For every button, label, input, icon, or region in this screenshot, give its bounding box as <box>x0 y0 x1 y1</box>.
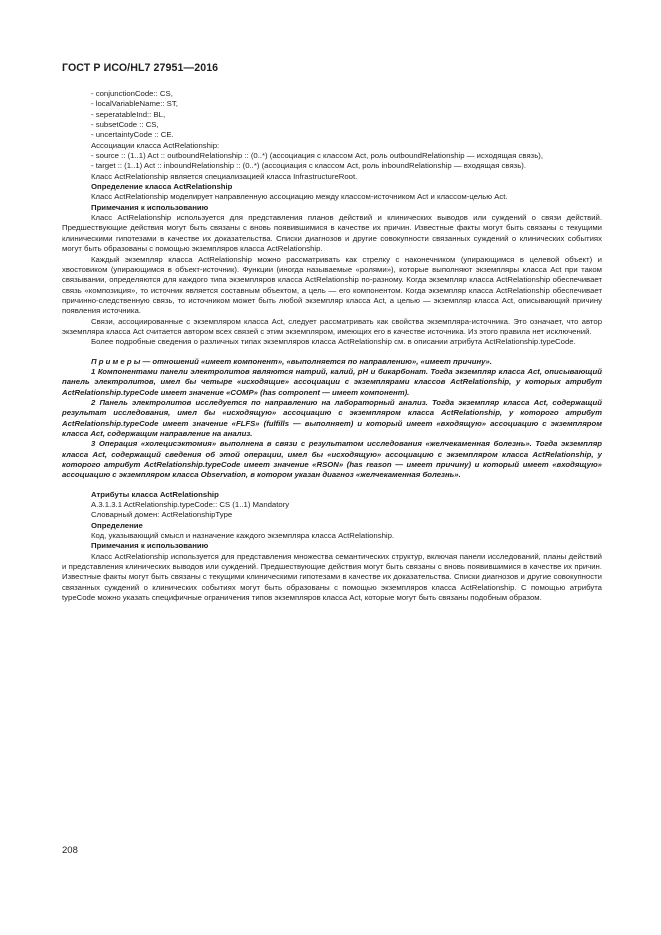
examples-intro <box>62 357 602 367</box>
association-target: - target :: (1..1) Act :: inboundRelationship :: (0..*) (ассоциация с классом Act, роль inboundRelationship — входящая связь). <box>91 161 526 171</box>
list-item: - conjunctionCode:: CS, <box>91 89 173 98</box>
list-item: - localVariableName:: ST, <box>91 99 178 109</box>
definition-heading: Определение класса ActRelationship <box>91 182 233 192</box>
notes-paragraph-1: Класс ActRelationship используется для представления планов действий и клинических выводов или суждений о связи действий. Предшествующие действия могут быть связаны с вновь появившимися в качестве их причин. Известные факты могут быть связаны с текущими клиническими гипотезами в качестве их доказательства. Списки диагнозов и другие совокупности связанных суждений о клинических событиях могут быть образованы с помощью экземпляров класса ActRelationship. <box>62 213 602 254</box>
spacer <box>62 348 602 357</box>
attribute-domain: Словарный домен: ActRelationshipType <box>91 510 233 520</box>
definition-text: Класс ActRelationship моделирует направленную ассоциацию между классом-источником Act и классом-целью Act. <box>91 192 508 202</box>
spacer <box>62 481 602 490</box>
associations-intro: Ассоциации класса ActRelationship: <box>91 140 220 150</box>
page-number: 208 <box>62 845 78 856</box>
list-item: - subsetCode :: CS, <box>91 120 159 130</box>
attribute-notes-heading: Примечания к использованию <box>91 541 209 551</box>
specialization-text: Класс ActRelationship является специализацией класса InfrastructureRoot. <box>91 171 358 181</box>
association-source: - source :: (1..1) Act :: outboundRelationship :: (0..*) (ассоциация с классом Act, роль outboundRelationship — исходящая связь), <box>91 151 543 161</box>
notes-paragraph-2: Каждый экземпляр класса ActRelationship можно рассматривать как стрелку с наконечником (упирающимся в целевой объект) и хвостовиком (упирающимся в объект-источник). Функции (иногда называемые «ролями»), которые выполняют экземпляры класса Act при таком связывании, определяются для каждого типа экземпляров класса ActRelationship по-разному. Когда экземпляр класса ActRelationship обеспечивает связь «композиция», то источник является составным объектом, а цель — его компонентом. Когда экземпляр класса ActRelationship обеспечивает причинно-следственную связь, то источником может быть любой экземпляр класса Act, а целью — экземпляр класса Act, описывающий причину появления источника. <box>62 254 602 316</box>
notes-paragraph-4: Более подробные сведения о различных типах экземпляров класса ActRelationship см. в описании атрибута ActRelationship.typeCode. <box>91 337 576 347</box>
examples-rest: — отношений «имеет компонент», «выполняется по направлению», «имеет причину». <box>140 356 492 366</box>
attribute-notes-text: Класс ActRelationship используется для представления множества семантических структур, включая панели исследований, планы действий и представления клинических выводов или суждений. Предшествующие действия могут быть связаны с вновь появившимися в качестве их причин. Известные факты могут быть связаны с текущими клиническими гипотезами в качестве их доказательства. Списки диагнозов и другие совокупности связанных суждений о клинических событиях могут быть образованы с помощью экземпляров класса ActRelationship. С помощью атрибута typeCode можно указать специфичные ограничения типов экземпляров класса Act, которые могут быть связаны подобным образом. <box>62 551 602 603</box>
attribute-line: A.3.1.3.1 ActRelationship.typeCode:: CS (1..1) Mandatory <box>91 500 290 510</box>
notes-paragraph-3: Связи, ассоциированные с экземпляром класса Act, следует рассматривать как свойства экземпляра-источника. Это означает, что автор экземпляра класса Act считается автором всех связей с этим экземпляром, имеющих его в качестве источника. Из этого правила нет исключений. <box>62 316 602 336</box>
notes-heading: Примечания к использованию <box>91 202 209 212</box>
list-item: - seperatableInd:: BL, <box>91 109 166 119</box>
document-header: ГОСТ Р ИСО/HL7 27951—2016 <box>62 62 219 74</box>
attributes-heading: Атрибуты класса ActRelationship <box>91 489 219 499</box>
examples-lead: П р и м е р ы <box>91 356 141 366</box>
attribute-definition-heading: Определение <box>91 520 143 530</box>
page-content <box>62 89 602 604</box>
example-2: 2 Панель электролитов исследуется по направлению на лабораторный анализ. Тогда экземпляр класса Act, содержащий результат исследования, имел бы «исходящую» ассоциацию с экземпляром класса ActRelationship, у которого атрибут ActRelationship.typeCode имеет значение «FLFS» (fulfills — выполняет) и который имеет «входящую» ассоциацию с экземпляром класса Act, содержащим направление на анализ. <box>62 397 602 438</box>
example-1: 1 Компонентами панели электролитов являются натрий, калий, pH и бикарбонат. Тогда экземпляр класса Act, описывающий панель электролитов, имел бы четыре «исходящие» ассоциации с экземплярами классов ActRelationship, у которых атрибут ActRelationship.typeCode имеет значение «COMP» (has component — имеет компонент). <box>62 366 602 397</box>
attribute-definition-text: Код, указывающий смысл и назначение каждого экземпляра класса ActRelationship. <box>91 531 395 541</box>
list-item: - uncertaintyCode :: CE. <box>91 130 174 140</box>
example-3: 3 Операция «холецисэктомия» выполнена в связи с результатом исследования «желчекаменная болезнь». Тогда экземпляр класса Act, содержащий сведения об этой операции, имел бы «исходящую» ассоциацию с экземпляром класса ActRelationship, у которого атрибут ActRelationship.typeCode имеет значение «RSON» (has reason — имеет причину) и который имеет «входящую» ассоциацию с экземпляром класса Observation, в котором указан диагноз «желчекаменная болезнь». <box>62 439 602 480</box>
